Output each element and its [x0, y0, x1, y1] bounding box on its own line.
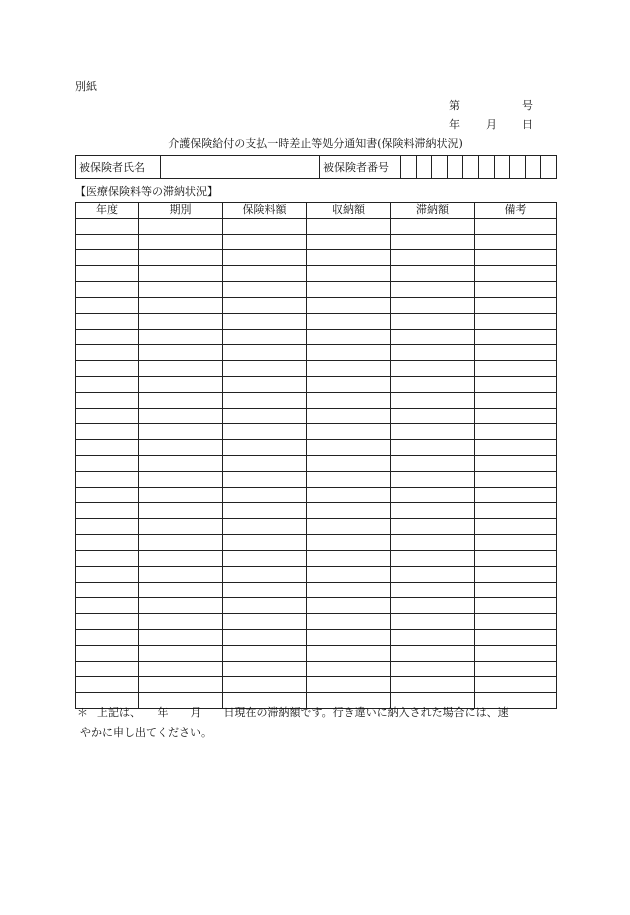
table-cell[interactable] [223, 456, 307, 472]
arrears-table [75, 202, 557, 709]
insured-number-digit[interactable] [447, 156, 463, 179]
date-year-label: 年 [449, 118, 460, 131]
table-cell[interactable] [76, 487, 139, 503]
table-cell[interactable] [76, 376, 139, 392]
table-cell[interactable] [76, 361, 139, 377]
table-row [76, 408, 557, 424]
table-cell[interactable] [475, 345, 557, 361]
col-header-period: 期別 [139, 203, 223, 219]
table-cell[interactable] [391, 234, 475, 250]
table-cell[interactable] [76, 661, 139, 677]
table-row [76, 519, 557, 535]
arrears-section-title: 【医療保険料等の滞納状況】 [75, 185, 218, 198]
table-cell[interactable] [139, 361, 223, 377]
table-cell[interactable] [76, 471, 139, 487]
table-row [76, 582, 557, 598]
table-cell[interactable] [307, 361, 391, 377]
table-cell[interactable] [475, 629, 557, 645]
table-cell[interactable] [223, 218, 307, 234]
table-cell[interactable] [307, 440, 391, 456]
table-cell[interactable] [139, 471, 223, 487]
table-cell[interactable] [391, 535, 475, 551]
table-cell[interactable] [391, 361, 475, 377]
insured-number-digit[interactable] [478, 156, 494, 179]
table-cell[interactable] [223, 345, 307, 361]
table-cell[interactable] [391, 313, 475, 329]
table-cell[interactable] [139, 535, 223, 551]
insured-number-digit[interactable] [494, 156, 510, 179]
table-row [76, 297, 557, 313]
table-row [76, 376, 557, 392]
table-cell[interactable] [475, 376, 557, 392]
table-cell[interactable] [139, 550, 223, 566]
table-cell[interactable] [475, 614, 557, 630]
table-row [76, 614, 557, 630]
table-cell[interactable] [223, 424, 307, 440]
table-cell[interactable] [391, 266, 475, 282]
table-row [76, 456, 557, 472]
table-cell[interactable] [475, 487, 557, 503]
attachment-label: 別紙 [75, 80, 97, 93]
table-cell[interactable] [391, 408, 475, 424]
table-cell[interactable] [307, 614, 391, 630]
table-cell[interactable] [391, 218, 475, 234]
number-prefix: 第 [449, 99, 460, 112]
table-cell[interactable] [76, 614, 139, 630]
table-cell[interactable] [307, 471, 391, 487]
table-row [76, 392, 557, 408]
table-row [76, 361, 557, 377]
table-row [76, 629, 557, 645]
table-cell[interactable] [391, 614, 475, 630]
table-cell[interactable] [475, 677, 557, 693]
table-cell[interactable] [139, 598, 223, 614]
insured-number-digit[interactable] [416, 156, 432, 179]
table-cell[interactable] [223, 661, 307, 677]
table-cell[interactable] [139, 614, 223, 630]
table-cell[interactable] [139, 566, 223, 582]
table-row [76, 535, 557, 551]
table-cell[interactable] [139, 266, 223, 282]
table-row [76, 345, 557, 361]
table-cell[interactable] [139, 345, 223, 361]
number-suffix: 号 [522, 99, 533, 112]
table-cell[interactable] [307, 661, 391, 677]
document-date-line [449, 116, 533, 131]
insured-name-label: 被保険者氏名 [76, 156, 161, 179]
table-cell[interactable] [223, 677, 307, 693]
insured-number-label: 被保険者番号 [320, 156, 401, 179]
table-cell[interactable] [391, 392, 475, 408]
table-cell[interactable] [223, 408, 307, 424]
table-cell[interactable] [223, 392, 307, 408]
table-row [76, 250, 557, 266]
table-cell[interactable] [76, 297, 139, 313]
table-cell[interactable] [76, 503, 139, 519]
table-cell[interactable] [76, 313, 139, 329]
table-cell[interactable] [391, 345, 475, 361]
table-cell[interactable] [139, 677, 223, 693]
table-cell[interactable] [475, 661, 557, 677]
table-cell[interactable] [391, 503, 475, 519]
table-cell[interactable] [307, 424, 391, 440]
table-row [76, 487, 557, 503]
table-cell[interactable] [76, 329, 139, 345]
table-cell[interactable] [307, 535, 391, 551]
table-row [76, 645, 557, 661]
table-cell[interactable] [223, 487, 307, 503]
table-cell[interactable] [475, 313, 557, 329]
table-cell[interactable] [139, 297, 223, 313]
table-cell[interactable] [223, 250, 307, 266]
table-cell[interactable] [475, 582, 557, 598]
table-cell[interactable] [139, 392, 223, 408]
table-cell[interactable] [475, 456, 557, 472]
table-cell[interactable] [307, 345, 391, 361]
table-cell[interactable] [307, 519, 391, 535]
table-cell[interactable] [139, 408, 223, 424]
table-cell[interactable] [139, 629, 223, 645]
table-cell[interactable] [307, 408, 391, 424]
table-cell[interactable] [223, 503, 307, 519]
table-row [76, 550, 557, 566]
table-cell[interactable] [307, 487, 391, 503]
table-row [76, 566, 557, 582]
table-cell[interactable] [223, 519, 307, 535]
table-cell[interactable] [223, 361, 307, 377]
table-cell[interactable] [307, 456, 391, 472]
table-cell[interactable] [139, 282, 223, 298]
col-header-arrears-amount: 滞納額 [391, 203, 475, 219]
table-cell[interactable] [76, 677, 139, 693]
table-row [76, 440, 557, 456]
table-cell[interactable] [475, 424, 557, 440]
table-cell[interactable] [139, 503, 223, 519]
table-row [76, 424, 557, 440]
table-cell[interactable] [223, 582, 307, 598]
table-cell[interactable] [76, 566, 139, 582]
document-title: 介護保険給付の支払一時差止等処分通知書(保険料滞納状況) [168, 137, 463, 150]
table-row [76, 598, 557, 614]
table-cell[interactable] [475, 535, 557, 551]
table-cell[interactable] [391, 550, 475, 566]
table-row [76, 471, 557, 487]
date-day-label: 日 [522, 118, 533, 131]
table-cell[interactable] [475, 329, 557, 345]
table-cell[interactable] [475, 266, 557, 282]
table-cell[interactable] [391, 645, 475, 661]
table-cell[interactable] [391, 582, 475, 598]
table-cell[interactable] [475, 250, 557, 266]
table-cell[interactable] [475, 392, 557, 408]
table-cell[interactable] [307, 645, 391, 661]
table-cell[interactable] [391, 424, 475, 440]
table-cell[interactable] [223, 266, 307, 282]
arrears-header-row [76, 203, 557, 219]
table-cell[interactable] [391, 297, 475, 313]
table-cell[interactable] [475, 361, 557, 377]
insured-number-digit[interactable] [463, 156, 479, 179]
table-cell[interactable] [223, 535, 307, 551]
table-cell[interactable] [307, 677, 391, 693]
table-cell[interactable] [475, 566, 557, 582]
table-cell[interactable] [475, 218, 557, 234]
table-cell[interactable] [391, 519, 475, 535]
table-cell[interactable] [475, 440, 557, 456]
table-cell[interactable] [307, 313, 391, 329]
table-cell[interactable] [76, 550, 139, 566]
table-row [76, 266, 557, 282]
table-row [76, 234, 557, 250]
table-cell[interactable] [139, 234, 223, 250]
table-cell[interactable] [76, 250, 139, 266]
table-cell[interactable] [223, 234, 307, 250]
table-row [76, 282, 557, 298]
table-cell[interactable] [223, 645, 307, 661]
table-cell[interactable] [391, 598, 475, 614]
table-cell[interactable] [223, 297, 307, 313]
table-cell[interactable] [139, 582, 223, 598]
table-cell[interactable] [307, 297, 391, 313]
table-row [76, 218, 557, 234]
table-cell[interactable] [139, 250, 223, 266]
table-cell[interactable] [76, 456, 139, 472]
insured-number-digit[interactable] [541, 156, 557, 179]
insured-number-digit[interactable] [401, 156, 417, 179]
table-cell[interactable] [307, 329, 391, 345]
table-cell[interactable] [223, 614, 307, 630]
table-cell[interactable] [475, 519, 557, 535]
table-cell[interactable] [307, 550, 391, 566]
insured-info-table [75, 155, 557, 179]
insured-number-digit[interactable] [432, 156, 448, 179]
table-cell[interactable] [391, 471, 475, 487]
table-cell[interactable] [139, 376, 223, 392]
table-cell[interactable] [475, 234, 557, 250]
table-cell[interactable] [307, 566, 391, 582]
table-cell[interactable] [391, 566, 475, 582]
table-cell[interactable] [391, 376, 475, 392]
date-month-label: 月 [486, 118, 497, 131]
table-cell[interactable] [307, 282, 391, 298]
table-cell[interactable] [391, 677, 475, 693]
table-cell[interactable] [76, 440, 139, 456]
table-cell[interactable] [391, 282, 475, 298]
table-cell[interactable] [139, 313, 223, 329]
table-cell[interactable] [76, 218, 139, 234]
insured-name-field[interactable] [161, 156, 320, 179]
table-cell[interactable] [391, 250, 475, 266]
table-cell[interactable] [223, 471, 307, 487]
table-cell[interactable] [139, 456, 223, 472]
table-cell[interactable] [223, 550, 307, 566]
table-cell[interactable] [223, 629, 307, 645]
table-row [76, 329, 557, 345]
table-cell[interactable] [475, 550, 557, 566]
table-cell[interactable] [307, 503, 391, 519]
table-cell[interactable] [475, 503, 557, 519]
col-header-paid-amount: 収納額 [307, 203, 391, 219]
table-cell[interactable] [391, 487, 475, 503]
footnote-mark: ＊ [77, 706, 88, 719]
table-cell[interactable] [307, 234, 391, 250]
table-cell[interactable] [307, 582, 391, 598]
table-cell[interactable] [223, 329, 307, 345]
table-cell[interactable] [76, 408, 139, 424]
table-cell[interactable] [391, 629, 475, 645]
table-cell[interactable] [475, 598, 557, 614]
table-cell[interactable] [391, 329, 475, 345]
table-cell[interactable] [475, 471, 557, 487]
table-cell[interactable] [139, 519, 223, 535]
table-cell[interactable] [223, 566, 307, 582]
table-row [76, 503, 557, 519]
table-cell[interactable] [139, 329, 223, 345]
table-cell[interactable] [307, 250, 391, 266]
col-header-fiscal-year: 年度 [76, 203, 139, 219]
table-cell[interactable] [307, 218, 391, 234]
table-cell[interactable] [475, 645, 557, 661]
table-cell[interactable] [76, 645, 139, 661]
footnote-line-1: 上記は、 年 月 日現在の滞納額です。行き違いに納入された場合には、速 [97, 706, 509, 719]
table-row [76, 313, 557, 329]
table-cell[interactable] [223, 282, 307, 298]
table-cell[interactable] [307, 598, 391, 614]
table-cell[interactable] [307, 629, 391, 645]
footnote-line-2: やかに申し出てください。 [80, 726, 212, 739]
table-cell[interactable] [76, 582, 139, 598]
table-cell[interactable] [139, 218, 223, 234]
insured-number-digit[interactable] [510, 156, 526, 179]
table-cell[interactable] [475, 282, 557, 298]
table-cell[interactable] [391, 661, 475, 677]
table-cell[interactable] [76, 535, 139, 551]
table-cell[interactable] [223, 440, 307, 456]
table-cell[interactable] [76, 519, 139, 535]
table-cell[interactable] [76, 282, 139, 298]
table-cell[interactable] [76, 234, 139, 250]
table-cell[interactable] [307, 376, 391, 392]
table-cell[interactable] [76, 345, 139, 361]
insured-number-digit[interactable] [525, 156, 541, 179]
table-cell[interactable] [76, 598, 139, 614]
table-cell[interactable] [139, 661, 223, 677]
table-cell[interactable] [139, 424, 223, 440]
table-cell[interactable] [139, 645, 223, 661]
table-cell[interactable] [223, 313, 307, 329]
col-header-premium-amount: 保険料額 [223, 203, 307, 219]
table-row [76, 677, 557, 693]
table-cell[interactable] [391, 456, 475, 472]
table-cell[interactable] [223, 598, 307, 614]
table-cell[interactable] [475, 297, 557, 313]
col-header-remarks: 備考 [475, 203, 557, 219]
table-cell[interactable] [76, 629, 139, 645]
table-cell[interactable] [223, 376, 307, 392]
table-cell[interactable] [76, 392, 139, 408]
table-cell[interactable] [76, 424, 139, 440]
table-cell[interactable] [475, 408, 557, 424]
table-cell[interactable] [391, 440, 475, 456]
table-cell[interactable] [139, 440, 223, 456]
table-row [76, 661, 557, 677]
table-cell[interactable] [307, 266, 391, 282]
table-cell[interactable] [139, 487, 223, 503]
table-cell[interactable] [76, 266, 139, 282]
document-number-line [449, 97, 533, 112]
table-cell[interactable] [307, 392, 391, 408]
